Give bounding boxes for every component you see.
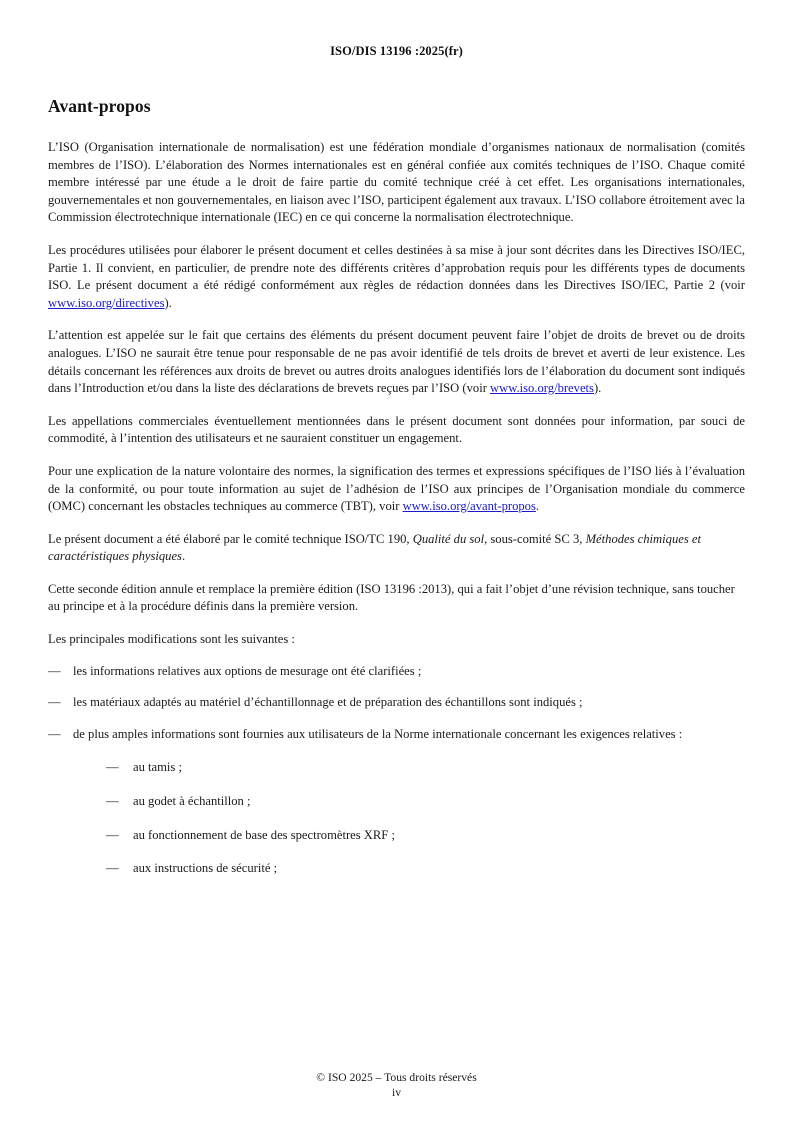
changes-intro-paragraph bbox=[48, 631, 745, 649]
page-footer bbox=[0, 1070, 793, 1100]
committee-sc-title: Méthodes chimiques et caractéristiques physiques bbox=[48, 531, 701, 564]
edition-paragraph bbox=[48, 581, 745, 616]
em-dash-marker: — bbox=[106, 861, 119, 876]
em-dash-marker: — bbox=[106, 794, 119, 809]
list-item-text: les matériaux adaptés au matériel d’échantillonnage et de préparation des échantillons sont indiqués ; bbox=[73, 695, 583, 710]
changes-intro-text: Les principales modifications sont les suivantes : bbox=[48, 632, 295, 647]
paragraph-2-text-b: ). bbox=[164, 295, 172, 310]
clause-title: Avant-propos bbox=[48, 96, 151, 116]
sublist-item-text: au godet à échantillon ; bbox=[133, 794, 251, 809]
sublist-item-text: au tamis ; bbox=[133, 760, 182, 775]
sublist-item bbox=[106, 860, 745, 878]
paragraph-1-text: L’ISO (Organisation internationale de normalisation) est une fédération mondiale d’organismes nationaux de normalisation (comités membres de l’ISO). L’élaboration des Normes internationales est en général confiée aux comités techniques de l’ISO. Chaque comité membre intéressé par une étude a le droit de faire partie du comité technique créé à cet effet. Les organisations internationales, gouvernementales et non gouvernementales, en liaison avec l’ISO, participent également aux travaux. L’ISO collabore étroitement avec la Commission électrotechnique internationale (IEC) en ce qui concerne la normalisation électrotechnique. bbox=[48, 140, 745, 225]
copyright-notice: © ISO 2025 – Tous droits réservés bbox=[316, 1071, 477, 1084]
committee-text-a: Le présent document a été élaboré par le comité technique ISO/TC 190, bbox=[48, 531, 413, 546]
sublist-item-text: au fonctionnement de base des spectromètres XRF ; bbox=[133, 827, 395, 842]
foreword-paragraph-5 bbox=[48, 463, 745, 516]
page-number: iv bbox=[391, 1086, 402, 1099]
list-item bbox=[48, 694, 745, 712]
list-item-text: de plus amples informations sont fournies aux utilisateurs de la Norme internationale concernant les exigences relatives : bbox=[73, 726, 683, 741]
committee-text-c: . bbox=[181, 549, 186, 564]
em-dash-marker: — bbox=[106, 760, 119, 775]
sublist-item bbox=[106, 793, 745, 811]
sublist-item bbox=[106, 759, 745, 777]
list-item bbox=[48, 663, 745, 681]
foreword-paragraph-2 bbox=[48, 242, 745, 312]
link-iso-directives[interactable]: www.iso.org/directives bbox=[48, 295, 165, 310]
requirements-sublist bbox=[73, 759, 745, 877]
sublist-item bbox=[106, 827, 745, 845]
sublist-item-text: aux instructions de sécurité ; bbox=[133, 861, 278, 876]
em-dash-marker: — bbox=[48, 663, 61, 678]
committee-paragraph bbox=[48, 531, 745, 566]
foreword-paragraph-4 bbox=[48, 413, 745, 448]
committee-tc-title: Qualité du sol bbox=[412, 531, 485, 546]
edition-text: Cette seconde édition annule et remplace la première édition (ISO 13196 :2013), qui a fait l’objet d’une révision technique, sans toucher au principe et à la procédure définis dans la première version. bbox=[48, 581, 735, 614]
paragraph-4-text: Les appellations commerciales éventuellement mentionnées dans le présent document sont données pour information, par souci de commodité, à l’intention des utilisateurs et ne sauraient constituer un engagement. bbox=[48, 413, 745, 446]
paragraph-3-text-a: L’attention est appelée sur le fait que certains des éléments du présent document peuvent faire l’objet de droits de brevet ou de droits analogues. L’ISO ne saurait être tenue pour responsable de ne pas avoir identifié de tels droits de brevet et averti de leur existence. Les détails concernant les références aux droits de brevet ou autres droits analogues identifiés lors de l’élaboration du document sont indiqués dans l’Introduction et/ou dans la liste des déclarations de brevets reçues par l’ISO (voir bbox=[48, 328, 745, 396]
paragraph-3-text-b: ). bbox=[593, 381, 602, 396]
link-iso-avant-propos[interactable]: www.iso.org/avant-propos bbox=[402, 499, 536, 514]
paragraph-5-text-a: Pour une explication de la nature volontaire des normes, la signification des termes et expressions spécifiques de l’ISO liés à l’évaluation de la conformité, ou pour toute information au sujet de l’adhésion de l’ISO aux principes de l’Organisation mondiale du commerce (OMC) concernant les obstacles techniques au commerce (TBT), voir bbox=[48, 463, 745, 514]
list-item-text: les informations relatives aux options de mesurage ont été clarifiées ; bbox=[73, 663, 422, 678]
em-dash-marker: — bbox=[106, 827, 119, 842]
running-header: ISO/DIS 13196 :2025(fr) bbox=[330, 44, 463, 58]
changes-list bbox=[48, 663, 745, 878]
committee-text-b: , sous-comité SC 3, bbox=[484, 531, 586, 546]
paragraph-5-text-b: . bbox=[535, 499, 540, 514]
paragraph-2-text-a: Les procédures utilisées pour élaborer le présent document et celles destinées à sa mise à jour sont décrites dans les Directives ISO/IEC, Partie 1. Il convient, en particulier, de prendre note des différents critères d’approbation requis pour les différents types de documents ISO. Le présent document a été rédigé conformément aux règles de rédaction données dans les Directives ISO/IEC, Partie 2 (voir bbox=[48, 242, 745, 293]
page-content bbox=[48, 96, 745, 894]
em-dash-marker: — bbox=[48, 726, 61, 741]
foreword-paragraph-1 bbox=[48, 139, 745, 227]
link-iso-brevets[interactable]: www.iso.org/brevets bbox=[490, 381, 594, 396]
em-dash-marker: — bbox=[48, 695, 61, 710]
foreword-paragraph-3 bbox=[48, 327, 745, 397]
list-item bbox=[48, 726, 745, 878]
